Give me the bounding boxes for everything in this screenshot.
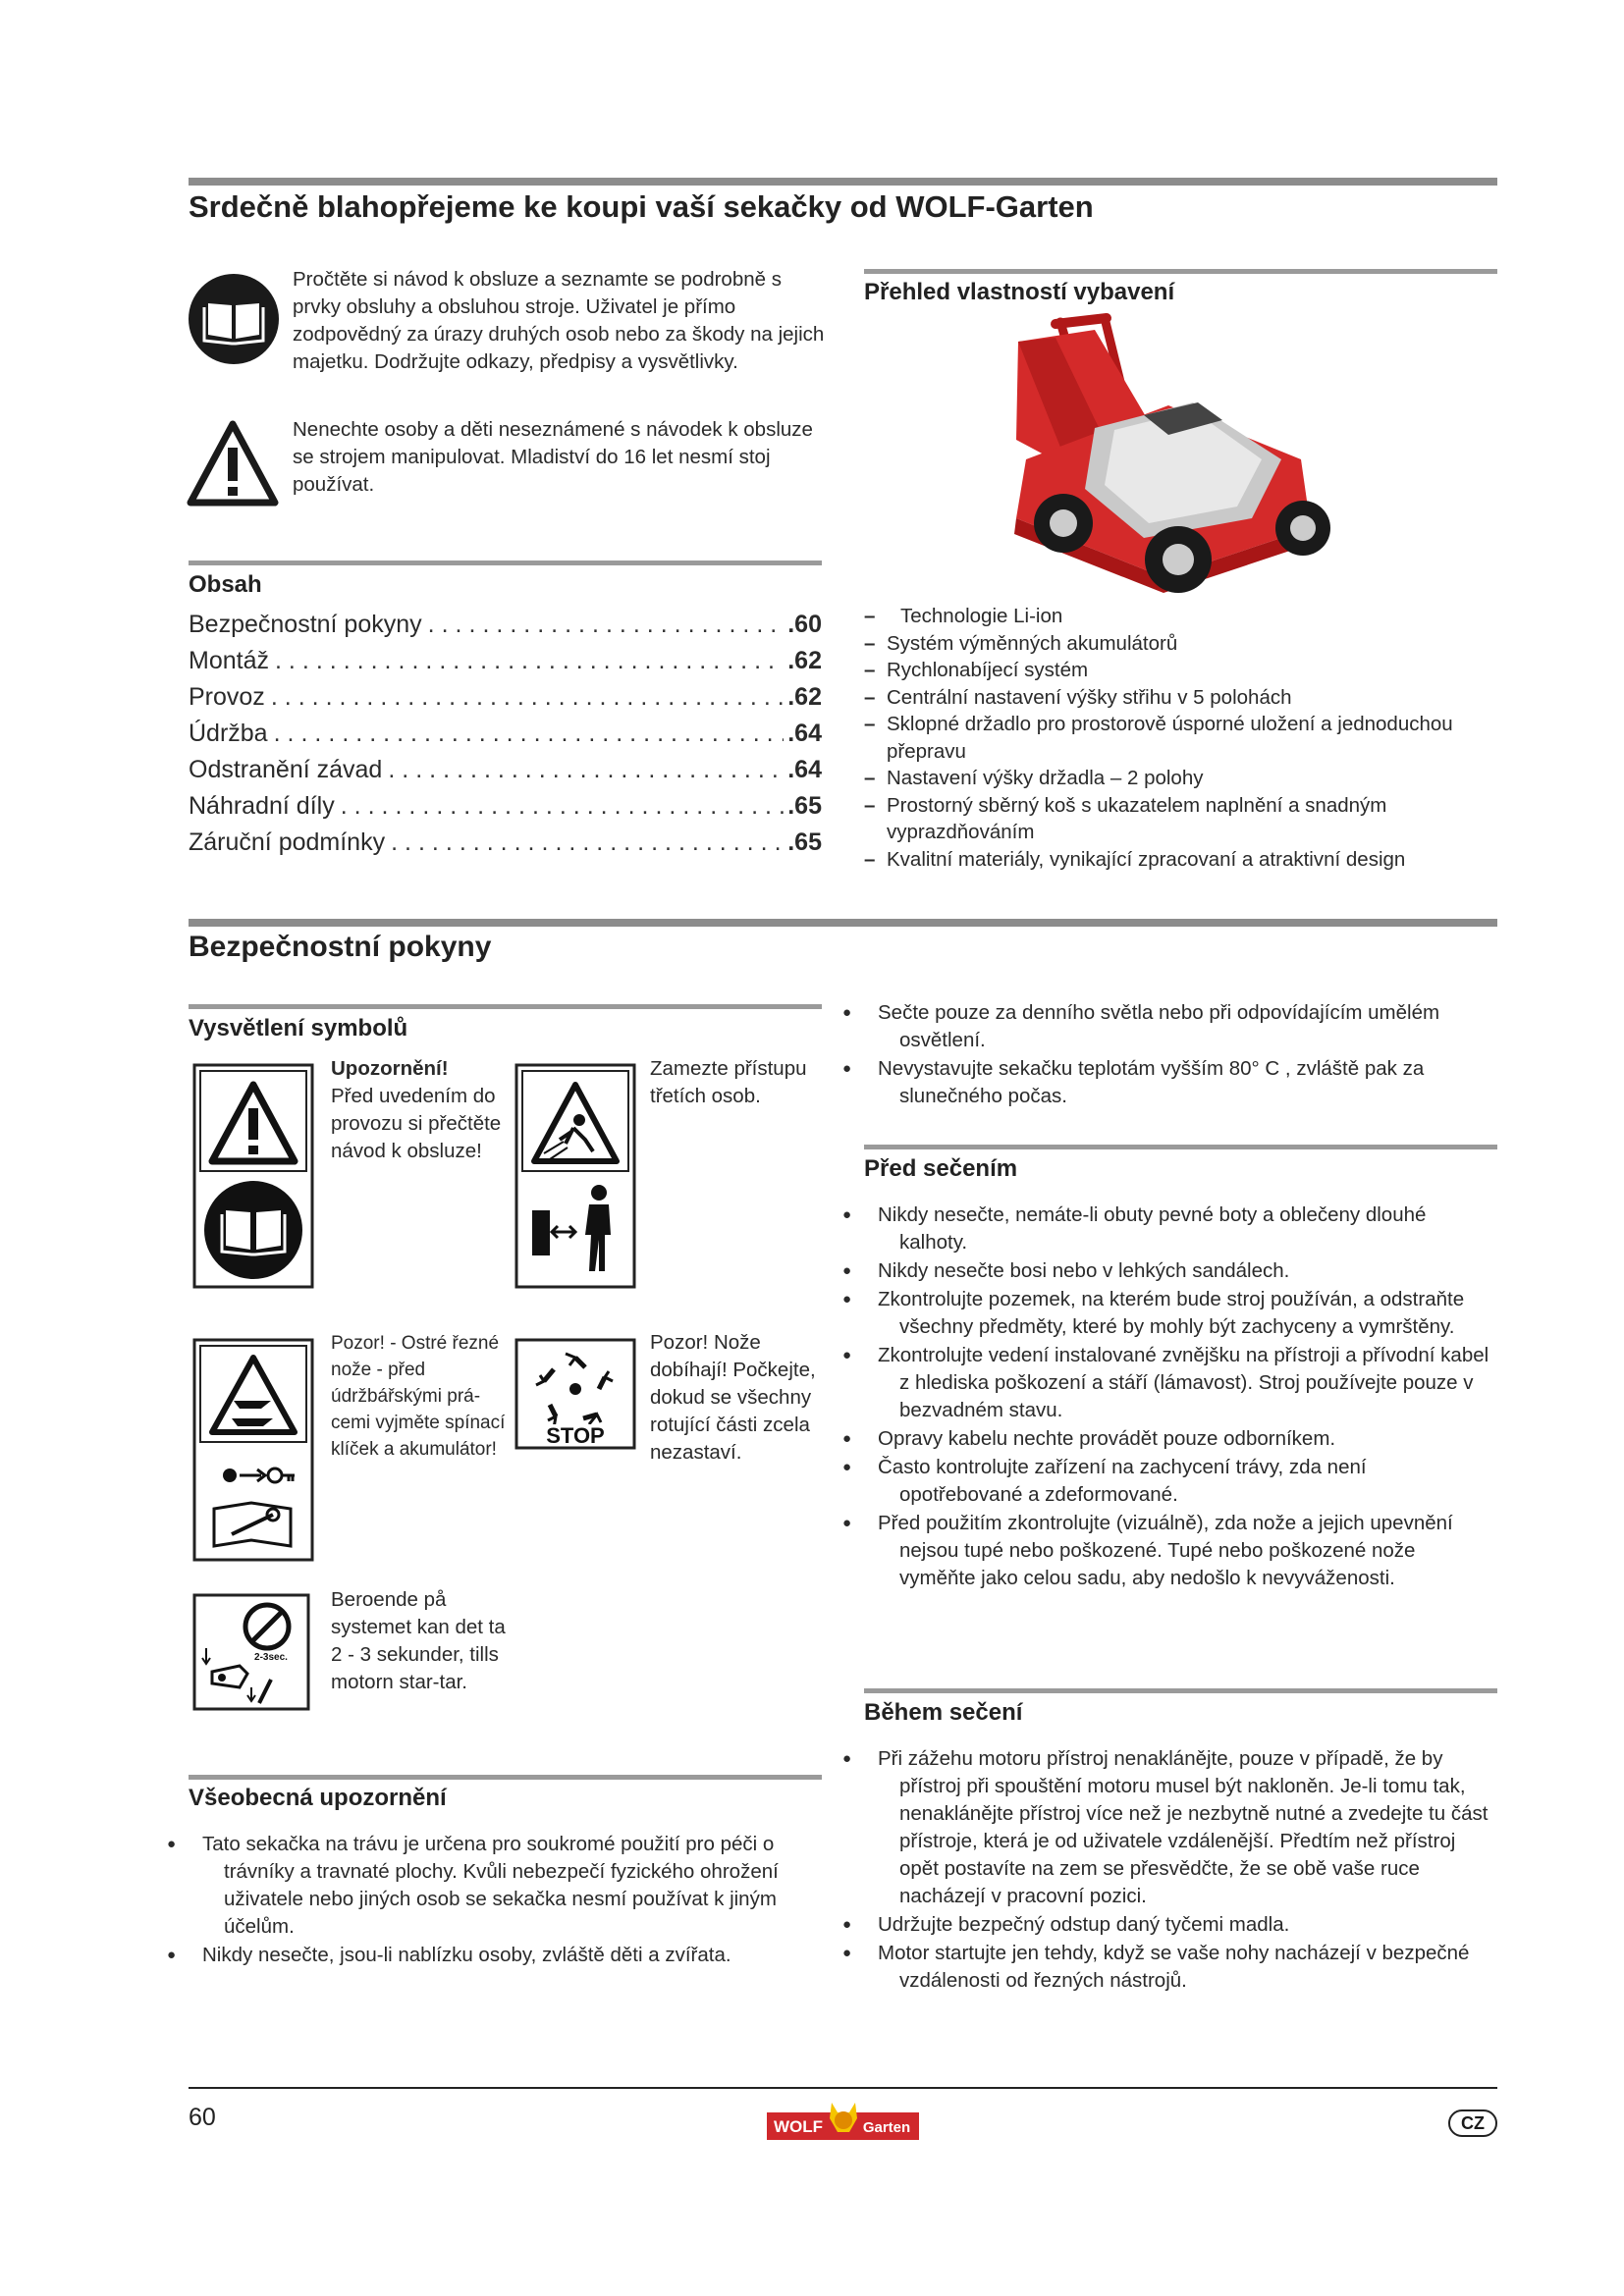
toc-label: Montáž: [189, 647, 269, 674]
toc-row[interactable]: [189, 720, 822, 756]
list-item: – Prostorný sběrný koš s ukazatelem naplnění a snadným vyprazdňováním: [864, 792, 1492, 846]
list-item: ● Při zážehu motoru přístroj nenaklánějte, pouze v případě, že by přístroj při spouštění motoru musel být nakloněn. Je-li tomu tak, nenaklánějte přístroj více než je nezbytně nutné a zvedejte tu část přístroje, která je od uživatele vzdálenější. Předtím než přístroj opět postavíte na zem se přesvědčte, že se obě vaše ruce nacházejí v pracovní pozici.: [864, 1745, 1492, 1910]
list-item: ● Nevystavujte sekačku teplotám vyšším 80° C , zvláště pak za slunečného počas.: [864, 1055, 1483, 1110]
feature-list: [864, 603, 1492, 873]
list-item: – Kvalitní materiály, vynikající zpracovaní a atraktivní design: [864, 846, 1492, 874]
during-list: [864, 1745, 1492, 1996]
during-rule: [864, 1688, 1497, 1693]
toc-page: .62: [787, 683, 822, 711]
list-item: ● Tato sekačka na trávu je určena pro soukromé použití pro péči o trávníky a travnaté plochy. Kvůli nebezpečí fyzického ohrožení uživatele nebo jiných osob se sekačka nesmí používat k jiným účelům.: [189, 1831, 817, 1941]
symbol-start-delay-icon: [192, 1593, 310, 1711]
page-title: Srdečně blahopřejeme ke koupi vaší sekačky od WOLF-Garten: [189, 189, 1094, 224]
toc-label: Provoz: [189, 683, 265, 711]
stop-label: STOP: [546, 1423, 605, 1448]
toc-label: Záruční podmínky: [189, 828, 386, 856]
symbol-1-body: Před uvedením do provozu si přečtěte návod k obsluze!: [331, 1085, 502, 1162]
features-rule: [864, 269, 1497, 274]
symbol-keep-away-icon: [514, 1063, 636, 1289]
list-item: – Rychlonabíjecí systém: [864, 657, 1492, 684]
list-item: ● Nikdy nesečte bosi nebo v lehkých sandálech.: [864, 1257, 1492, 1285]
list-item: – Systém výměnných akumulátorů: [864, 630, 1492, 658]
intro-paragraph-1: Pročtěte si návod k obsluze a seznamte se podrobně s prvky obsluhy a obsluhou stroje. Uživatel je přímo zodpovědný za úrazy druhých osob nebo za škody na jejich majetku. Dodržujte odkazy, předpisy a vysvětlivky.: [293, 268, 825, 373]
before-rule: [864, 1145, 1497, 1149]
list-item: – Centrální nastavení výšky střihu v 5 polohách: [864, 684, 1492, 712]
general-rule: [189, 1775, 822, 1780]
symbol-5-text: Beroende på systemet kan det ta 2 - 3 sekunder, tills motorn star-tar.: [331, 1588, 506, 1693]
logo-garten: Garten: [862, 2119, 911, 2136]
list-item: ● Sečte pouze za denního světla nebo při odpovídajícím umělém osvětlení.: [864, 999, 1483, 1054]
list-item: ● Často kontrolujte zařízení na zachycení trávy, zda není opotřebované a zdeformované.: [864, 1454, 1492, 1509]
list-item: ● Nikdy nesečte, jsou-li nablízku osoby, zvláště děti a zvířata.: [189, 1942, 817, 1969]
toc-row[interactable]: [189, 792, 822, 828]
list-item: ● Nikdy nesečte, nemáte-li obuty pevné boty a oblečeny dlouhé kalhoty.: [864, 1201, 1492, 1256]
symbol-2-text: Zamezte přístupu třetích osob.: [650, 1057, 807, 1107]
toc-page: .65: [787, 792, 822, 820]
list-item: – Sklopné držadlo pro prostorově úsporné uložení a jednoduchou přepravu: [864, 711, 1492, 765]
table-of-contents: [189, 611, 822, 865]
toc-label: Bezpečnostní pokyny: [189, 611, 422, 638]
toc-label: Údržba: [189, 720, 268, 747]
before-list: [864, 1201, 1492, 1593]
list-item: – Technologie Li-ion: [864, 603, 1492, 630]
lawnmower-image: [957, 312, 1360, 597]
toc-rule: [189, 561, 822, 565]
toc-row[interactable]: [189, 683, 822, 720]
toc-page: .65: [787, 828, 822, 856]
toc-label: Náhradní díly: [189, 792, 335, 820]
general-list: [189, 1831, 817, 1970]
symbol-4-text: Pozor! Nože dobíhají! Počkejte, dokud se všechny rotující části zcela nezastaví.: [650, 1331, 816, 1464]
toc-row[interactable]: [189, 828, 822, 865]
list-item: ● Udržujte bezpečný odstup daný tyčemi madla.: [864, 1911, 1492, 1939]
toc-label: Odstranění závad: [189, 756, 383, 783]
during-heading: Během sečení: [864, 1699, 1023, 1726]
list-item: – Nastavení výšky držadla – 2 polohy: [864, 765, 1492, 792]
logo-wolf: WOLF: [773, 2117, 824, 2136]
book-icon: [189, 274, 279, 364]
warning-triangle-icon: [187, 420, 279, 507]
toc-page: .60: [787, 611, 822, 638]
country-badge: CZ: [1448, 2109, 1497, 2137]
symbol-sharp-blades-icon: [192, 1338, 314, 1562]
list-item: ● Motor startujte jen tehdy, když se vaše nohy nacházejí v bezpečné vzdálenosti od řezných nástrojů.: [864, 1940, 1492, 1995]
symbols-rule: [189, 1004, 822, 1009]
general-heading: Všeobecná upozornění: [189, 1785, 447, 1811]
page-number: 60: [189, 2104, 216, 2131]
list-item: ● Před použitím zkontrolujte (vizuálně), zda nože a jejich upevnění nejsou tupé nebo poškozené. Tupé nebo poškozené nože vyměňte jako celou sadu, aby nedošlo k nevyváženosti.: [864, 1510, 1492, 1592]
symbol-1-title: Upozornění!: [331, 1057, 449, 1080]
symbols-heading: Vysvětlení symbolů: [189, 1015, 408, 1041]
toc-page: .62: [787, 647, 822, 674]
symbol-3-text: Pozor! - Ostré řezné nože - před údržbářskými prá-cemi vyjměte spínací klíček a akumulátor!: [331, 1333, 506, 1460]
intro-paragraph-2: Nenechte osoby a děti neseznámené s návodek k obsluze se strojem manipulovat. Mladiství do 16 let nesmí stoj používat.: [293, 418, 813, 496]
lighting-list: [864, 999, 1483, 1111]
list-item: ● Zkontrolujte vedení instalované zvnějšku na přístroji a přívodní kabel z hlediska poškození a stáří (lámavost). Stroj používejte pouze v bezvadném stavu.: [864, 1342, 1492, 1424]
symbol-1-text: [331, 1055, 508, 1165]
safety-bar: [189, 919, 1497, 927]
list-item: ● Opravy kabelu nechte provádět pouze odborníkem.: [864, 1425, 1492, 1453]
features-heading: Přehled vlastností vybavení: [864, 279, 1175, 305]
list-item: ● Zkontrolujte pozemek, na kterém bude stroj používán, a odstraňte všechny předměty, které by mohly být zachyceny a vymrštěny.: [864, 1286, 1492, 1341]
delay-label: 2-3sec.: [254, 1652, 288, 1663]
toc-row[interactable]: [189, 611, 822, 647]
wolf-garten-logo: [767, 2099, 919, 2142]
toc-heading: Obsah: [189, 571, 262, 598]
before-heading: Před sečením: [864, 1155, 1018, 1182]
symbol-warning-read-manual: [192, 1063, 314, 1289]
footer-rule: [189, 2087, 1497, 2089]
toc-page: .64: [787, 720, 822, 747]
toc-row[interactable]: [189, 647, 822, 683]
toc-row[interactable]: [189, 756, 822, 792]
toc-page: .64: [787, 756, 822, 783]
safety-heading: Bezpečnostní pokyny: [189, 931, 492, 963]
symbol-stop-blades-icon: [514, 1338, 636, 1450]
top-bar: [189, 178, 1497, 186]
